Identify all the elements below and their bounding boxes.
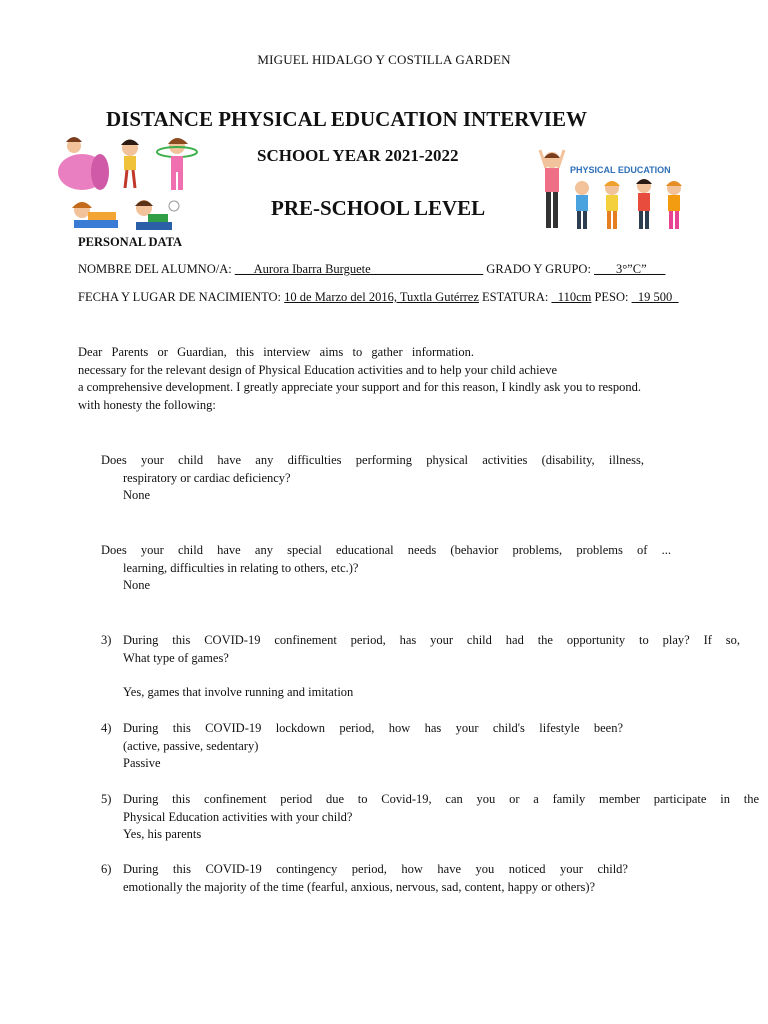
question-5	[101, 791, 759, 844]
school-level: PRE-SCHOOL LEVEL	[271, 196, 486, 220]
intro-line: necessary for the relevant design of Physical Education activities and to help your child achieve	[78, 362, 558, 377]
question-number: 5)	[101, 792, 112, 806]
question-number: 3)	[101, 633, 112, 647]
grade-group-label: GRADO Y GRUPO:	[483, 262, 595, 276]
question-text: Physical Education activities with your child?	[123, 809, 353, 824]
question-text: respiratory or cardiac deficiency?	[123, 470, 291, 485]
physical-education-illustration	[536, 146, 696, 236]
question-3	[101, 632, 740, 702]
question-text: emotionally the majority of the time (fearful, anxious, nervous, sad, content, happy or others)?	[123, 879, 596, 894]
question-text: (active, passive, sedentary)	[123, 738, 259, 753]
question-text: learning, difficulties in relating to others, etc.)?	[123, 560, 359, 575]
children-playing-illustration	[52, 130, 202, 240]
question-answer: Yes, his parents	[123, 827, 202, 841]
question-4	[101, 720, 623, 773]
question-text: During this COVID-19 confinement period, has your child had the opportunity to play? If so,	[123, 633, 740, 647]
question-answer: Yes, games that involve running and imitation	[123, 685, 354, 699]
birth-value: 10 de Marzo del 2016, Tuxtla Gutérrez	[284, 290, 479, 304]
school-year: SCHOOL YEAR 2021-2022	[257, 146, 459, 165]
question-text: During this confinement period due to Covid-19, can you or a family member participate in the	[123, 792, 759, 806]
question-text: What type of games?	[123, 650, 229, 665]
document-title: DISTANCE PHYSICAL EDUCATION INTERVIEW	[106, 107, 587, 131]
physical-education-label: PHYSICAL EDUCATION	[570, 165, 671, 175]
height-value: _110cm	[551, 290, 592, 304]
intro-line: Dear Parents or Guardian, this interview aims to gather information.	[78, 345, 474, 359]
height-label: ESTATURA:	[478, 290, 552, 304]
intro-paragraph	[78, 344, 678, 414]
question-6	[101, 861, 628, 896]
question-text: During this COVID-19 lockdown period, how has your child's lifestyle been?	[123, 721, 623, 735]
question-1	[101, 452, 644, 505]
school-name: MIGUEL HIDALGO Y COSTILLA GARDEN	[257, 52, 511, 67]
birth-label: FECHA Y LUGAR DE NACIMIENTO:	[78, 290, 285, 304]
student-name-line	[78, 262, 665, 277]
question-text: Does your child have any special educational needs (behavior problems, problems of ...	[101, 543, 671, 557]
question-answer: None	[123, 578, 151, 592]
question-text: During this COVID-19 contingency period, how have you noticed your child?	[123, 862, 628, 876]
student-name-value: ___Aurora Ibarra Burguete__________________	[234, 262, 484, 276]
birth-height-weight-line	[78, 290, 679, 305]
question-text: Does your child have any difficulties performing physical activities (disability, illness,	[101, 453, 644, 467]
question-number: 4)	[101, 721, 112, 735]
question-answer: None	[123, 488, 151, 502]
question-number: 6)	[101, 862, 112, 876]
weight-value: _19 500_	[631, 290, 679, 304]
intro-line: with honesty the following:	[78, 397, 216, 412]
intro-line: a comprehensive development. I greatly appreciate your support and for this reason, I kindly ask you to respond.	[78, 380, 642, 394]
grade-group-value: ___ 3°”C”___	[594, 262, 666, 276]
question-answer: Passive	[123, 756, 161, 770]
question-2	[101, 542, 671, 595]
weight-label: PESO:	[591, 290, 632, 304]
student-name-label: NOMBRE DEL ALUMNO/A:	[78, 262, 235, 276]
personal-data-heading: PERSONAL DATA	[78, 235, 183, 249]
